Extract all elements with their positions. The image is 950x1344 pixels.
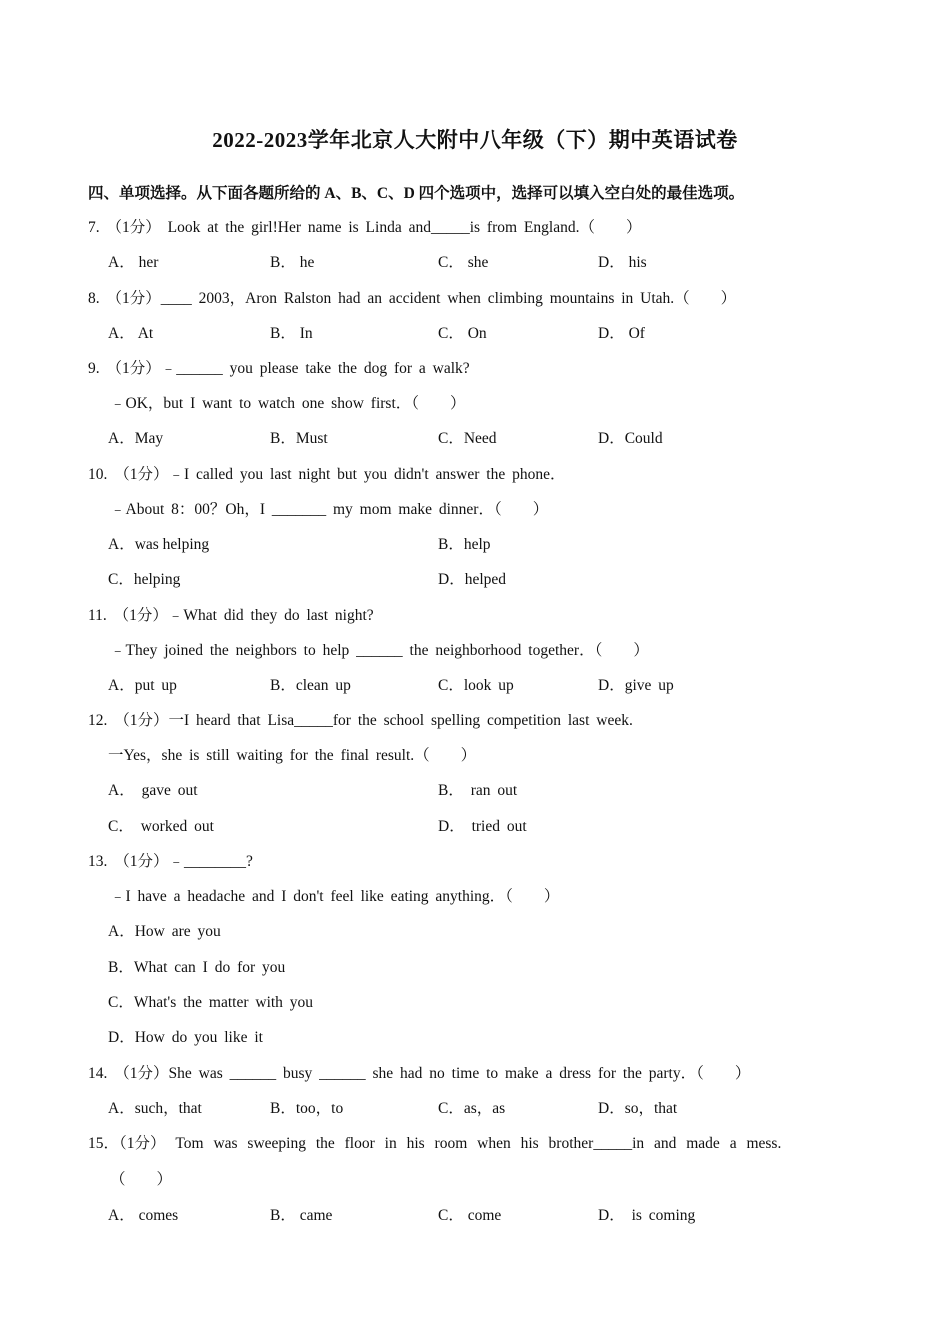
question-11-option-b: B．clean up xyxy=(270,677,351,694)
question-11-option-c: C．look up xyxy=(438,677,514,694)
question-12-option-a: A． gave out xyxy=(108,782,198,799)
question-7-option-b: B． he xyxy=(270,254,315,271)
question-9-option-b: B．Must xyxy=(270,430,328,447)
question-15-option-b: B． came xyxy=(270,1207,333,1224)
question-8-option-b: B． In xyxy=(270,325,313,342)
question-8-option-a: A． At xyxy=(108,325,154,342)
question-9-reply: ﹣OK，but I want to watch one show first．（ ） xyxy=(110,395,466,412)
question-15-option-a: A． comes xyxy=(108,1207,179,1224)
exam-title: 2022-2023学年北京人大附中八年级（下）期中英语试卷 xyxy=(212,128,738,152)
question-11-option-d: D．give up xyxy=(598,677,674,694)
question-14-option-c: C．as，as xyxy=(438,1100,506,1117)
question-9-stem: 9. （1分）﹣______ you please take the dog for a walk? xyxy=(88,360,470,377)
question-8-stem: 8. （1分）____ 2003，Aron Ralston had an accident when climbing mountains in Utah.（ ） xyxy=(88,290,737,307)
question-10-option-c: C．helping xyxy=(108,571,181,588)
question-14-stem: 14. （1分）She was ______ busy ______ she had no time to make a dress for the party．（ ） xyxy=(88,1065,751,1082)
question-7-option-d: D． his xyxy=(598,254,647,271)
question-7-option-a: A． her xyxy=(108,254,159,271)
question-11-reply: ﹣They joined the neighbors to help ______ the neighborhood together．（ ） xyxy=(110,642,649,659)
question-7-option-c: C． she xyxy=(438,254,489,271)
question-14-option-d: D．so，that xyxy=(598,1100,678,1117)
question-7-stem: 7. （1分） Look at the girl!Her name is Linda and_____is from England.（ ） xyxy=(88,219,642,236)
question-8-option-c: C． On xyxy=(438,325,487,342)
question-13-option-c: C．What's the matter with you xyxy=(108,994,314,1011)
question-12-option-b: B． ran out xyxy=(438,782,518,799)
question-15-stem: 15．（1分） Tom was sweeping the floor in his room when his brother_____in and made a mess. xyxy=(88,1135,782,1152)
question-15-option-d: D． is coming xyxy=(598,1207,696,1224)
question-15-blank: （ ） xyxy=(110,1171,173,1188)
question-15-option-c: C． come xyxy=(438,1207,502,1224)
question-9-option-c: C．Need xyxy=(438,430,497,447)
question-13-option-b: B．What can I do for you xyxy=(108,959,286,976)
question-13-option-a: A．How are you xyxy=(108,923,221,940)
question-10-option-b: B．help xyxy=(438,536,491,553)
question-9-option-a: A．May xyxy=(108,430,164,447)
question-12-reply: 一Yes，she is still waiting for the final result.（ ） xyxy=(108,747,477,764)
question-12-option-c: C． worked out xyxy=(108,818,214,835)
question-8-option-d: D． Of xyxy=(598,325,645,342)
question-14-option-a: A．such，that xyxy=(108,1100,202,1117)
question-10-option-d: D．helped xyxy=(438,571,507,588)
question-13-option-d: D．How do you like it xyxy=(108,1029,263,1046)
question-12-stem: 12. （1分）一I heard that Lisa_____for the school spelling competition last week. xyxy=(88,712,633,729)
question-10-reply: ﹣About 8：00？Oh，I _______ my mom make dinner．（ ） xyxy=(110,501,549,518)
question-13-stem: 13. （1分）﹣________? xyxy=(88,853,253,870)
section-header: 四、单项选择。从下面各题所给的 A、B、C、D 四个选项中，选择可以填入空白处的最佳选项。 xyxy=(88,185,745,202)
question-10-stem: 10. （1分）﹣I called you last night but you didn't answer the phone． xyxy=(88,466,566,483)
question-9-option-d: D．Could xyxy=(598,430,663,447)
question-11-stem: 11. （1分）﹣What did they do last night? xyxy=(88,607,374,624)
question-12-option-d: D． tried out xyxy=(438,818,527,835)
question-10-option-a: A．was helping xyxy=(108,536,210,553)
question-13-reply: ﹣I have a headache and I don't feel like eating anything．（ ） xyxy=(110,888,560,905)
question-14-option-b: B．too，to xyxy=(270,1100,344,1117)
question-11-option-a: A．put up xyxy=(108,677,177,694)
